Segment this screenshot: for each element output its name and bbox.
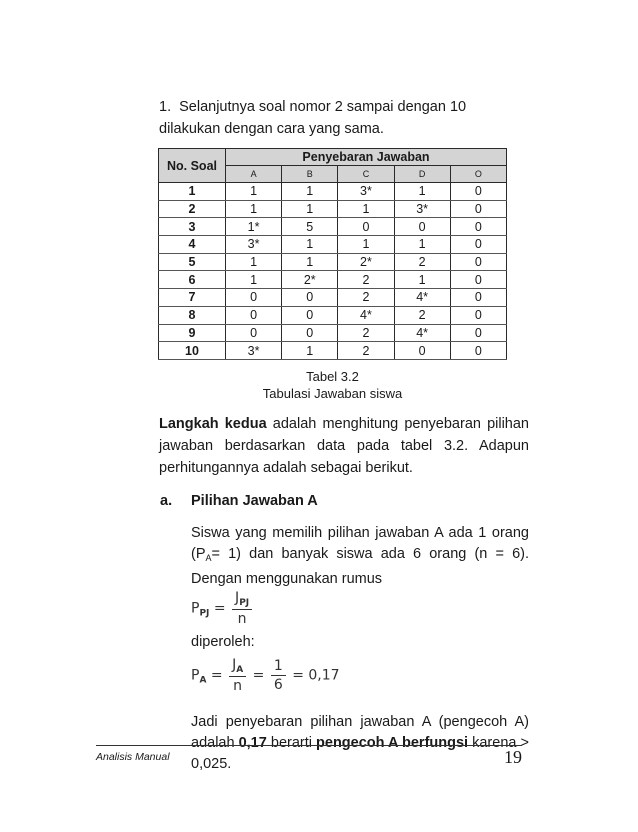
- formula-computed: [191, 657, 340, 694]
- obtained-label: diperoleh:: [191, 634, 255, 650]
- answer-count-cell: 0: [338, 218, 394, 236]
- section-a-title: Pilihan Jawaban A: [191, 493, 318, 509]
- answer-count-cell: 4*: [394, 289, 450, 307]
- table-row: [159, 253, 507, 271]
- section-a-letter: a.: [160, 493, 173, 509]
- table-row: [159, 271, 507, 289]
- answer-count-cell: 3*: [338, 183, 394, 201]
- text-part: berarti: [266, 735, 317, 751]
- fraction-numerator: J: [232, 657, 237, 673]
- formula-general: [191, 590, 254, 627]
- formula-symbol: P: [191, 667, 200, 684]
- table-row: [159, 236, 507, 254]
- answer-count-cell: 0: [226, 324, 282, 342]
- table-caption-number: Tabel 3.2: [306, 369, 359, 384]
- answer-count-cell: 2: [338, 271, 394, 289]
- answer-count-cell: 1: [394, 236, 450, 254]
- formula-result: 0,17: [308, 667, 340, 684]
- footer-title: Analisis Manual: [96, 751, 170, 763]
- answer-count-cell: 5: [282, 218, 338, 236]
- answer-count-cell: 2*: [338, 253, 394, 271]
- answer-count-cell: 4*: [338, 306, 394, 324]
- bold-value: 0,17: [238, 735, 267, 751]
- answer-count-cell: 0: [226, 306, 282, 324]
- table-row: [159, 289, 507, 307]
- answer-count-cell: 4*: [394, 324, 450, 342]
- table-row: [159, 306, 507, 324]
- answer-count-cell: 2: [338, 289, 394, 307]
- answer-count-cell: 0: [450, 183, 506, 201]
- formula-fraction: [229, 657, 246, 694]
- formula-equals: =: [252, 667, 265, 684]
- step-two-lead: Langkah kedua: [159, 416, 267, 432]
- answer-count-cell: 0: [394, 218, 450, 236]
- answer-count-cell: 0: [450, 289, 506, 307]
- answer-count-cell: 0: [394, 342, 450, 360]
- answer-count-cell: 0: [450, 306, 506, 324]
- question-number: 9: [159, 324, 226, 342]
- answer-count-cell: 1: [338, 236, 394, 254]
- question-number: 7: [159, 289, 226, 307]
- table-row: [159, 183, 507, 201]
- text-part: Jadi penyebaran pilihan jawaban A (pengecoh A) adalah: [191, 714, 529, 751]
- answer-count-cell: 2: [338, 342, 394, 360]
- answer-count-cell: 0: [450, 324, 506, 342]
- fraction-numerator: J: [235, 590, 240, 606]
- step-two-paragraph: [159, 413, 529, 479]
- answer-count-cell: 0: [450, 253, 506, 271]
- question-number: 3: [159, 218, 226, 236]
- question-number: 1: [159, 183, 226, 201]
- answer-count-cell: 0: [226, 289, 282, 307]
- formula-fraction: [232, 590, 252, 627]
- intro-text: Selanjutnya soal nomor 2 sampai dengan 10 dilakukan dengan cara yang sama.: [159, 99, 467, 137]
- fraction-denominator: n: [233, 678, 243, 694]
- answer-count-cell: 0: [450, 342, 506, 360]
- formula-fraction: [271, 658, 286, 693]
- answer-count-cell: 2*: [282, 271, 338, 289]
- option-header: B: [282, 166, 338, 183]
- intro-number: 1.: [159, 99, 172, 115]
- step-two-text: adalah menghitung penyebaran pilihan jawaban berdasarkan data pada tabel 3.2. Adapun perhitungannya adalah sebagai berikut.: [159, 416, 529, 476]
- answer-count-cell: 0: [450, 200, 506, 218]
- formula-subscript: A: [236, 665, 244, 675]
- fraction-numerator: 1: [271, 658, 286, 676]
- no-soal-header: No. Soal: [159, 149, 226, 183]
- answer-count-cell: 1: [282, 236, 338, 254]
- text-part: = 1) dan banyak siswa ada 6 orang (n = 6). Dengan menggunakan rumus: [191, 546, 529, 587]
- page-number: 19: [504, 747, 522, 767]
- answer-count-cell: 0: [450, 236, 506, 254]
- answer-count-cell: 0: [282, 324, 338, 342]
- answer-count-cell: 1: [282, 183, 338, 201]
- option-header: A: [226, 166, 282, 183]
- question-number: 4: [159, 236, 226, 254]
- answer-count-cell: 2: [394, 253, 450, 271]
- intro-paragraph: [159, 96, 529, 140]
- question-number: 10: [159, 342, 226, 360]
- answer-count-cell: 1: [226, 253, 282, 271]
- conclusion-text: [191, 712, 529, 775]
- answer-distribution-table: [158, 148, 507, 360]
- answer-count-cell: 1: [226, 183, 282, 201]
- answer-count-cell: 1: [282, 342, 338, 360]
- option-header: O: [450, 166, 506, 183]
- fraction-denominator: n: [237, 611, 247, 627]
- text-part: Siswa yang memilih pilihan jawaban A ada 1 orang (P: [191, 525, 529, 562]
- answer-count-cell: 1: [226, 200, 282, 218]
- answer-count-cell: 2: [394, 306, 450, 324]
- fraction-denominator: 6: [273, 677, 283, 693]
- answer-count-cell: 3*: [226, 236, 282, 254]
- answer-count-cell: 1: [394, 271, 450, 289]
- answer-count-cell: 2: [338, 324, 394, 342]
- table-caption-title: Tabulasi Jawaban siswa: [262, 386, 403, 401]
- table-row: [159, 324, 507, 342]
- formula-equals: =: [210, 667, 223, 684]
- answer-count-cell: 1: [226, 271, 282, 289]
- formula-symbol: P: [191, 600, 200, 617]
- answer-count-cell: 0: [282, 306, 338, 324]
- answer-count-cell: 1*: [226, 218, 282, 236]
- answer-count-cell: 0: [282, 289, 338, 307]
- option-header: C: [338, 166, 394, 183]
- answer-count-cell: 0: [450, 271, 506, 289]
- answer-count-cell: 3*: [394, 200, 450, 218]
- bold-conclusion: pengecoh A berfungsi: [316, 735, 469, 751]
- footer-rule: [96, 745, 522, 746]
- formula-subscript: A: [199, 675, 207, 686]
- question-number: 6: [159, 271, 226, 289]
- question-number: 8: [159, 306, 226, 324]
- formula-subscript: PJ: [239, 598, 250, 608]
- answer-count-cell: 0: [450, 218, 506, 236]
- answer-count-cell: 1: [282, 200, 338, 218]
- subscript: A: [205, 553, 212, 563]
- question-number: 2: [159, 200, 226, 218]
- question-number: 5: [159, 253, 226, 271]
- table-row: [159, 218, 507, 236]
- answer-count-cell: 3*: [226, 342, 282, 360]
- table-row: [159, 342, 507, 360]
- table-row: [159, 200, 507, 218]
- formula-equals: =: [292, 667, 304, 684]
- formula-subscript: PJ: [199, 608, 210, 619]
- formula-equals: =: [213, 600, 226, 617]
- answer-count-cell: 1: [282, 253, 338, 271]
- text-part: karena > 0,025.: [191, 735, 529, 772]
- answer-count-cell: 1: [338, 200, 394, 218]
- option-header: D: [394, 166, 450, 183]
- answer-count-cell: 1: [394, 183, 450, 201]
- group-header: Penyebaran Jawaban: [226, 149, 507, 166]
- section-a-text: [191, 523, 529, 590]
